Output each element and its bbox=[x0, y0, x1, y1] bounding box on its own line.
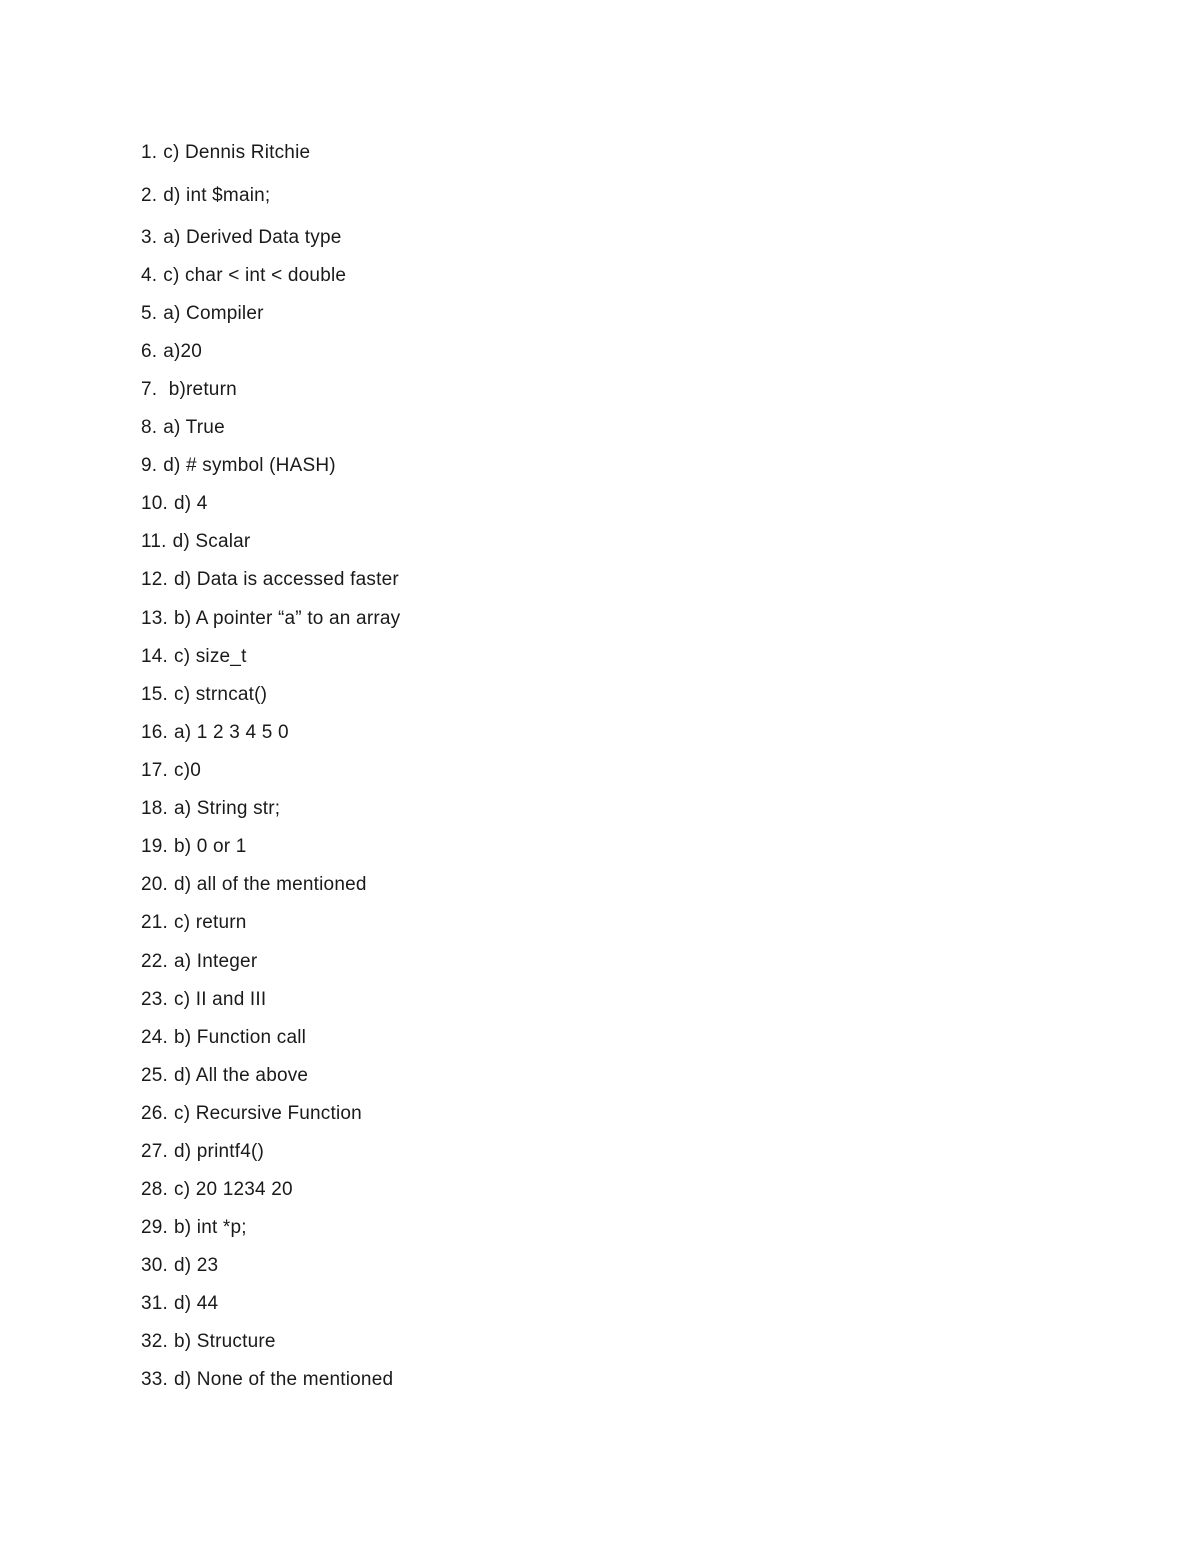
answer-number: 6. bbox=[141, 341, 158, 362]
answer-number: 29. bbox=[141, 1217, 169, 1238]
answer-text: c) Dennis Ritchie bbox=[163, 142, 311, 163]
answer-line bbox=[141, 263, 346, 289]
answer-text: a) True bbox=[163, 417, 225, 438]
answer-line bbox=[141, 1101, 362, 1127]
answer-number: 5. bbox=[141, 303, 158, 324]
answer-number: 13. bbox=[141, 608, 169, 629]
answer-text: a) 1 2 3 4 5 0 bbox=[174, 722, 289, 743]
answer-text: c) strncat() bbox=[174, 684, 268, 705]
answer-line bbox=[141, 339, 202, 365]
answer-text: a) Integer bbox=[174, 951, 258, 972]
answer-text: a)20 bbox=[163, 341, 203, 362]
answer-number: 4. bbox=[141, 265, 158, 286]
answer-number: 14. bbox=[141, 646, 169, 667]
answer-line bbox=[141, 796, 280, 822]
answer-number: 3. bbox=[141, 227, 158, 248]
answer-number: 28. bbox=[141, 1179, 169, 1200]
answer-line bbox=[141, 1215, 247, 1241]
answer-line bbox=[141, 529, 250, 555]
answer-text: d) # symbol (HASH) bbox=[163, 455, 336, 476]
answer-line bbox=[141, 225, 342, 251]
answer-number: 24. bbox=[141, 1027, 169, 1048]
answer-number: 15. bbox=[141, 684, 169, 705]
answer-number: 1. bbox=[141, 142, 158, 163]
answer-line bbox=[141, 1063, 308, 1089]
answer-text: b) int *p; bbox=[174, 1217, 247, 1238]
answer-text: b)return bbox=[163, 379, 237, 400]
answer-line bbox=[141, 949, 257, 975]
answer-number: 11. bbox=[141, 531, 167, 552]
answer-number: 26. bbox=[141, 1103, 169, 1124]
answer-number: 31. bbox=[141, 1293, 169, 1314]
answer-text: c)0 bbox=[174, 760, 202, 781]
answer-number: 20. bbox=[141, 874, 169, 895]
answer-text: c) size_t bbox=[174, 646, 247, 667]
answer-line bbox=[141, 987, 266, 1013]
answer-number: 17. bbox=[141, 760, 169, 781]
answer-number: 9. bbox=[141, 455, 158, 476]
answer-text: a) String str; bbox=[174, 798, 281, 819]
answer-number: 2. bbox=[141, 185, 158, 206]
answer-text: b) Function call bbox=[174, 1027, 307, 1048]
answer-text: d) all of the mentioned bbox=[174, 874, 367, 895]
answer-line bbox=[141, 910, 247, 936]
answer-text: d) Scalar bbox=[172, 531, 251, 552]
answer-line bbox=[141, 1177, 293, 1203]
answer-number: 16. bbox=[141, 722, 169, 743]
answer-line bbox=[141, 1291, 218, 1317]
answer-text: c) char < int < double bbox=[163, 265, 347, 286]
answer-line bbox=[141, 758, 201, 784]
answer-line bbox=[141, 644, 247, 670]
answer-number: 23. bbox=[141, 989, 169, 1010]
answer-text: c) II and III bbox=[174, 989, 267, 1010]
answer-text: d) 44 bbox=[174, 1293, 219, 1314]
answer-line bbox=[141, 682, 267, 708]
answer-text: b) A pointer “a” to an array bbox=[174, 608, 401, 629]
answer-line bbox=[141, 377, 237, 403]
answer-line bbox=[141, 834, 247, 860]
answer-text: b) Structure bbox=[174, 1331, 276, 1352]
answer-number: 30. bbox=[141, 1255, 169, 1276]
answer-number: 21. bbox=[141, 912, 169, 933]
answer-number: 18. bbox=[141, 798, 169, 819]
answer-text: a) Compiler bbox=[163, 303, 264, 324]
answer-number: 12. bbox=[141, 569, 169, 590]
answer-text: d) 23 bbox=[174, 1255, 219, 1276]
answer-line bbox=[141, 1367, 393, 1393]
answer-text: d) None of the mentioned bbox=[174, 1369, 394, 1390]
answer-number: 8. bbox=[141, 417, 158, 438]
answer-text: d) printf4() bbox=[174, 1141, 265, 1162]
answer-line bbox=[141, 415, 225, 441]
answer-line bbox=[141, 453, 336, 479]
answer-text: d) Data is accessed faster bbox=[174, 569, 399, 590]
answer-text: c) return bbox=[174, 912, 247, 933]
answer-text: d) All the above bbox=[174, 1065, 309, 1086]
answer-number: 10. bbox=[141, 493, 169, 514]
answer-text: d) 4 bbox=[174, 493, 208, 514]
answer-line bbox=[141, 1139, 264, 1165]
answer-line bbox=[141, 183, 270, 209]
answer-number: 7. bbox=[141, 379, 158, 400]
answer-number: 25. bbox=[141, 1065, 169, 1086]
answer-line bbox=[141, 491, 208, 517]
answer-line bbox=[141, 1329, 276, 1355]
answer-line bbox=[141, 606, 400, 632]
answer-line bbox=[141, 1253, 218, 1279]
answer-line bbox=[141, 1025, 306, 1051]
answer-text: c) Recursive Function bbox=[174, 1103, 362, 1124]
answer-number: 22. bbox=[141, 951, 169, 972]
answer-number: 32. bbox=[141, 1331, 169, 1352]
answer-text: d) int $main; bbox=[163, 185, 271, 206]
answer-line bbox=[141, 720, 289, 746]
answer-line bbox=[141, 872, 367, 898]
answer-line bbox=[141, 567, 399, 593]
answer-text: a) Derived Data type bbox=[163, 227, 342, 248]
answer-number: 19. bbox=[141, 836, 169, 857]
answer-text: c) 20 1234 20 bbox=[174, 1179, 293, 1200]
answer-text: b) 0 or 1 bbox=[174, 836, 247, 857]
answer-number: 33. bbox=[141, 1369, 169, 1390]
answer-number: 27. bbox=[141, 1141, 169, 1162]
answer-line bbox=[141, 301, 264, 327]
answer-line bbox=[141, 140, 310, 166]
